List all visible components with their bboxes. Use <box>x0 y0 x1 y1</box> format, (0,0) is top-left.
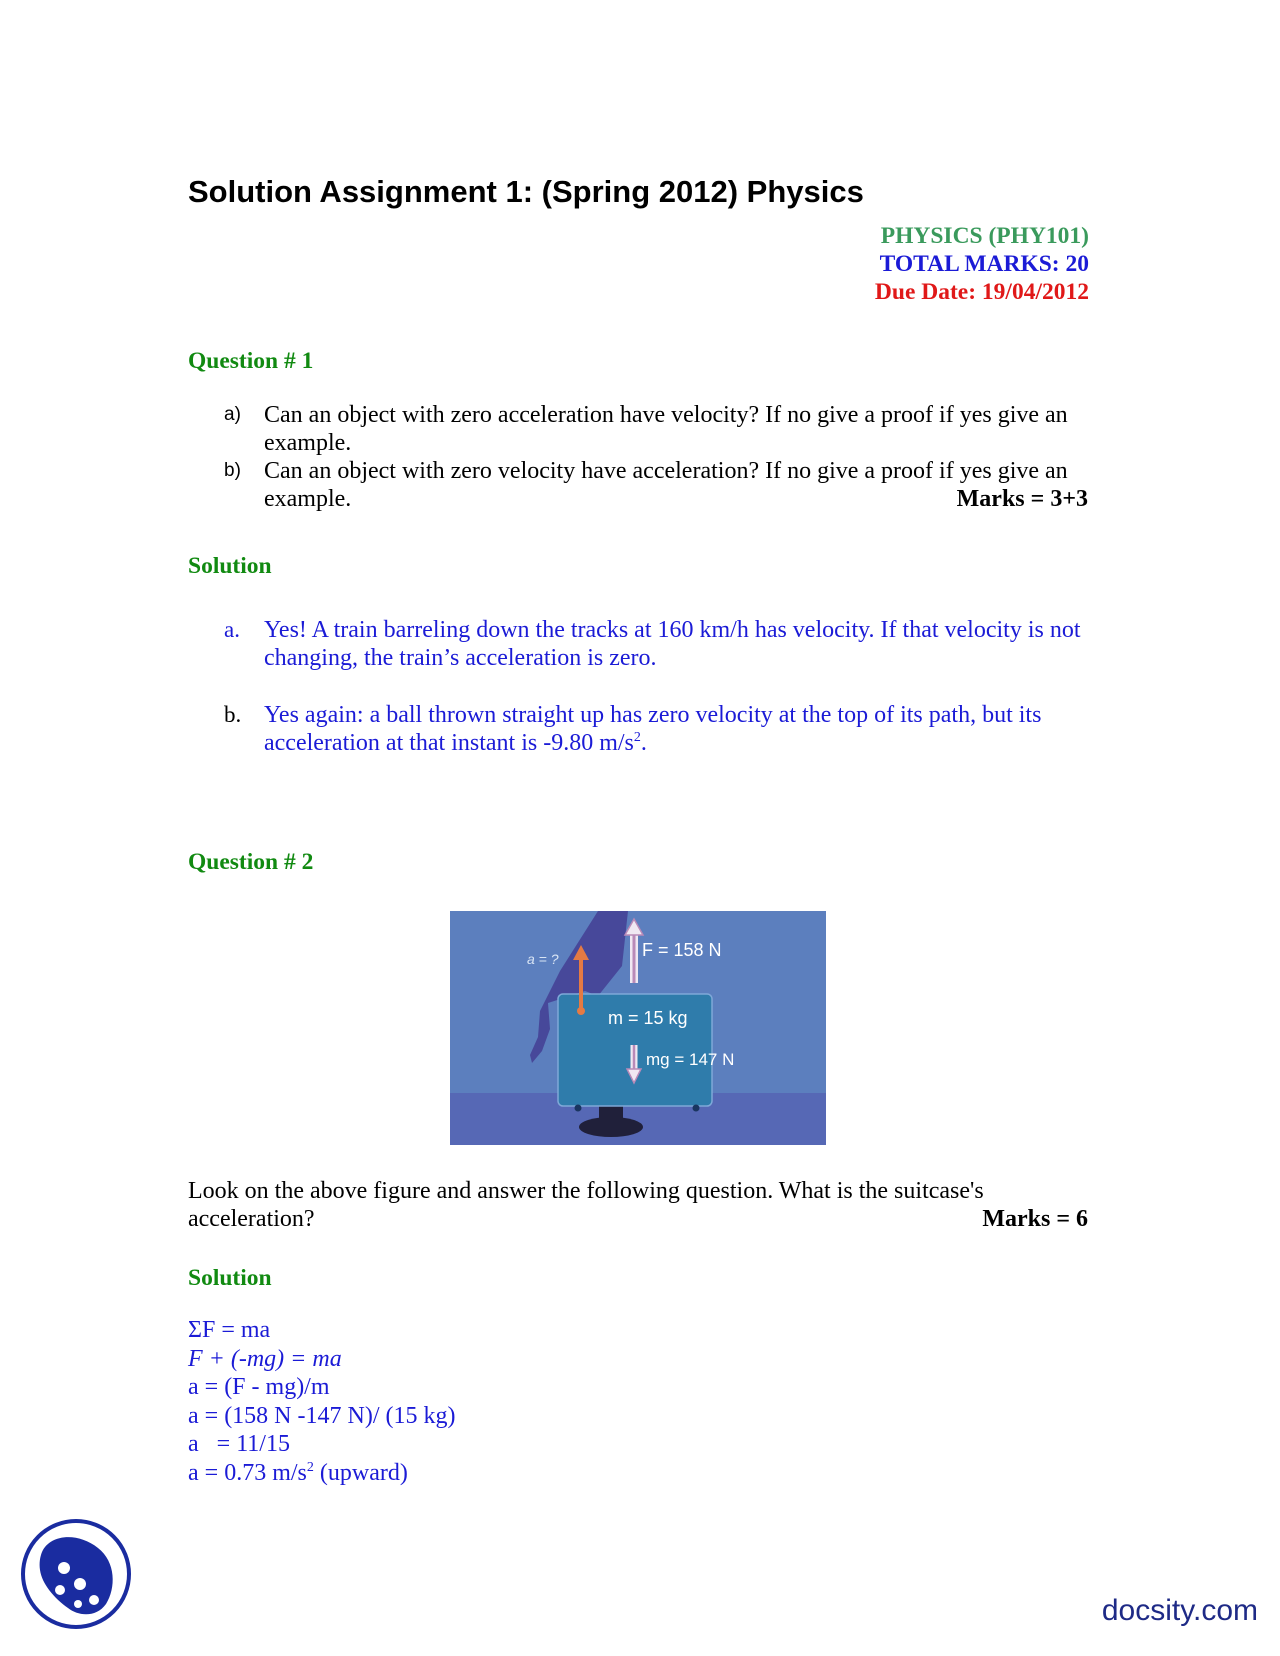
suitcase-wheel <box>693 1105 700 1112</box>
page-title: Solution Assignment 1: (Spring 2012) Physics <box>188 174 864 209</box>
leg <box>599 1105 623 1121</box>
solution-2-equations <box>188 1316 455 1487</box>
question-1-part-a <box>224 401 1088 457</box>
suitcase-force-figure <box>450 911 826 1145</box>
docsity-brand-link[interactable]: docsity.com <box>1101 1594 1258 1627</box>
question-2-heading: Question # 2 <box>188 849 314 875</box>
solution-text: Yes! A train barreling down the tracks at 160 km/h has velocity. If that velocity is not changing, the train’s acceleration is zero. <box>264 617 1081 671</box>
equation-line: F + (-mg) = ma <box>188 1345 342 1372</box>
list-marker: b) <box>224 460 241 481</box>
list-marker: a. <box>224 617 240 642</box>
question-1-heading: Question # 1 <box>188 348 314 374</box>
list-marker: b. <box>224 702 242 727</box>
question-2-text <box>188 1177 1088 1233</box>
equation-line: a = (F - mg)/m <box>188 1374 330 1400</box>
suitcase-wheel <box>575 1105 582 1112</box>
equation-line: a = 11/15 <box>188 1431 290 1457</box>
marks-label: Marks = 3+3 <box>956 486 1088 512</box>
exponent: 2 <box>633 730 641 745</box>
docsity-logo-icon <box>20 1518 132 1630</box>
course-code: PHYSICS (PHY101) <box>880 223 1089 249</box>
equation-main: a = 0.73 m/s <box>188 1459 307 1486</box>
equation-tail: (upward) <box>313 1459 408 1486</box>
applied-force-label: F = 158 N <box>642 940 722 960</box>
total-marks: TOTAL MARKS: 20 <box>879 251 1089 277</box>
exponent: 2 <box>306 1459 314 1475</box>
solution-main-text: Yes again: a ball thrown straight up has zero velocity at the top of its path, but its acceleration at that instant is -9.80 m/s <box>264 702 1042 756</box>
solution-text <box>264 701 1088 757</box>
question-text: Can an object with zero acceleration have velocity? If no give a proof if yes give an example. <box>264 402 1068 456</box>
marks-label: Marks = 6 <box>982 1206 1088 1232</box>
list-marker: a) <box>224 404 241 425</box>
weight-label: mg = 147 N <box>646 1050 735 1069</box>
question-text: Can an object with zero velocity have acceleration? If no give a proof if yes give an example. <box>264 458 1068 512</box>
equation-line: ΣF = ma <box>188 1317 271 1343</box>
acceleration-label: a = ? <box>527 951 559 967</box>
solution-1-part-b <box>224 701 1088 757</box>
solution-1-part-a <box>224 616 1088 672</box>
mass-label: m = 15 kg <box>608 1008 688 1028</box>
question-1-part-b <box>224 457 1088 513</box>
question-text: Look on the above figure and answer the following question. What is the suitcase's acceleration? <box>188 1178 984 1232</box>
solution-1-heading: Solution <box>188 553 272 579</box>
equation-line: a = (158 N -147 N)/ (15 kg) <box>188 1402 456 1429</box>
due-date: Due Date: 19/04/2012 <box>874 279 1089 305</box>
equation-line-result <box>188 1459 455 1488</box>
solution-tail-text: . <box>640 730 647 756</box>
solution-2-heading: Solution <box>188 1265 272 1291</box>
